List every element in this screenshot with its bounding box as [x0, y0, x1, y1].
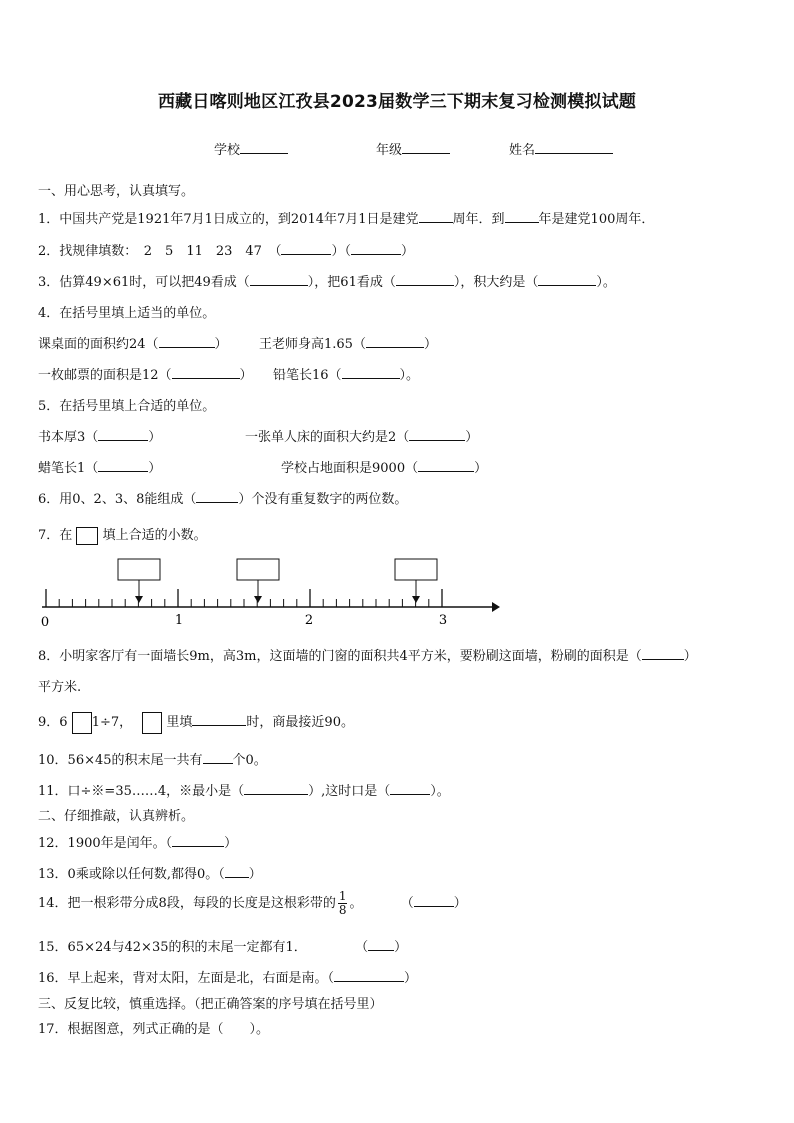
answer-blank[interactable] [196, 490, 238, 503]
question-16: 16．早上起来，背对太阳，左面是北，右面是南。（ ） [38, 971, 418, 986]
question-7: 7．在 填上合适的小数。 [38, 528, 207, 543]
question-13: 13．0乘或除以任何数,都得0。（ ） [38, 867, 262, 882]
question-8: 8．小明家客厅有一面墙长9m，高3m，这面墙的门窗的面积共4平方米，要粉刷这面墙，粉刷的面积是（ ） [38, 649, 697, 664]
question-5c: 蜡笔长1（ ） [38, 461, 162, 476]
answer-blank[interactable] [368, 938, 394, 951]
page-title: 西藏日喀则地区江孜县2023届数学三下期末复习检测模拟试题 [157, 92, 637, 112]
answer-box[interactable] [72, 712, 92, 734]
answer-blank[interactable] [642, 647, 684, 660]
answer-box-1[interactable] [118, 559, 160, 603]
grade-blank[interactable] [402, 141, 450, 154]
answer-blank[interactable] [418, 459, 474, 472]
school-field: 学校 [214, 139, 288, 158]
fraction-one-eighth: $\frac{1}{8}$ [338, 889, 347, 917]
answer-blank[interactable] [225, 865, 249, 878]
answer-blank[interactable] [334, 969, 404, 982]
section-3-heading: 三、反复比较，慎重选择。（把正确答案的序号填在括号里） [38, 997, 383, 1012]
answer-blank[interactable] [351, 242, 401, 255]
name-field: 姓名 [509, 139, 613, 158]
question-9: 9．6 1÷7， 里填 时，商最接近90。 [38, 711, 354, 734]
question-15: 15．65×24与42×35的积的末尾一定都有1． （ ） [38, 940, 408, 955]
name-blank[interactable] [535, 141, 613, 154]
answer-blank[interactable] [172, 366, 240, 379]
grade-field: 年级 [376, 139, 450, 158]
arrowhead [492, 602, 500, 612]
tick-label-1: 1 [174, 613, 184, 628]
question-5d: 学校占地面积是9000（ ） [281, 461, 488, 476]
answer-blank[interactable] [414, 894, 454, 907]
question-3: 3．估算49×61时，可以把49看成（ ），把61看成（ ），积大约是（ ）。 [38, 275, 616, 290]
question-11: 11．口÷※=35……4，※最小是（ ）,这时口是（ ）。 [38, 784, 450, 799]
question-5: 5．在括号里填上合适的单位。 [38, 399, 216, 414]
answer-blank[interactable] [192, 713, 246, 726]
question-12: 12．1900年是闰年。（ ） [38, 836, 238, 851]
question-4d: 铅笔长16（ ）。 [273, 368, 420, 383]
answer-blank[interactable] [244, 782, 308, 795]
answer-blank[interactable] [172, 834, 224, 847]
school-blank[interactable] [240, 141, 288, 154]
answer-blank[interactable] [281, 242, 331, 255]
tick-label-2: 2 [304, 613, 314, 628]
answer-blank[interactable] [366, 335, 424, 348]
answer-blank[interactable] [538, 273, 596, 286]
answer-blank[interactable] [505, 210, 539, 223]
question-4a: 课桌面的面积约24（ ） [38, 337, 228, 352]
question-17: 17．根据图意，列式正确的是（ ）。 [38, 1022, 270, 1037]
question-2: 2．找规律填数： 2 5 11 23 47 （ ）（ ） [38, 244, 414, 259]
question-6: 6．用0、2、3、8能组成（ ）个没有重复数字的两位数。 [38, 492, 408, 507]
section-1-heading: 一、用心思考，认真填写。 [38, 184, 195, 199]
answer-blank[interactable] [390, 782, 430, 795]
answer-box[interactable] [142, 712, 162, 734]
question-4b: 王老师身高1.65（ ） [259, 337, 437, 352]
answer-blank[interactable] [396, 273, 454, 286]
answer-blank[interactable] [203, 751, 233, 764]
question-4c: 一枚邮票的面积是12（ ） [38, 368, 253, 383]
question-14: 14．把一根彩带分成8段，每段的长度是这根彩带的 $\frac{1}{8}$ 。 （ ） [38, 889, 467, 917]
tick-label-3: 3 [438, 613, 448, 628]
question-10: 10．56×45的积末尾一共有 个0。 [38, 753, 267, 768]
question-1: 1．中国共产党是1921年7月1日成立的，到2014年7月1日是建党 周年．到 年是建党100周年． [38, 212, 655, 227]
question-8-cont: 平方米. [38, 680, 82, 695]
section-2-heading: 二、仔细推敲，认真辨析。 [38, 809, 195, 824]
number-line [34, 553, 504, 633]
question-5a: 书本厚3（ ） [38, 430, 162, 445]
question-4: 4．在括号里填上适当的单位。 [38, 306, 216, 321]
number-line-ticks [46, 589, 442, 607]
answer-blank[interactable] [409, 428, 465, 441]
answer-box-3[interactable] [395, 559, 437, 603]
answer-blank[interactable] [342, 366, 400, 379]
answer-blank[interactable] [159, 335, 215, 348]
question-5b: 一张单人床的面积大约是2（ ） [245, 430, 479, 445]
answer-blank[interactable] [98, 428, 148, 441]
answer-blank[interactable] [250, 273, 308, 286]
answer-blank[interactable] [419, 210, 453, 223]
tick-label-0: 0 [40, 615, 50, 630]
answer-blank[interactable] [98, 459, 148, 472]
answer-box-2[interactable] [237, 559, 279, 603]
example-box [76, 527, 98, 545]
